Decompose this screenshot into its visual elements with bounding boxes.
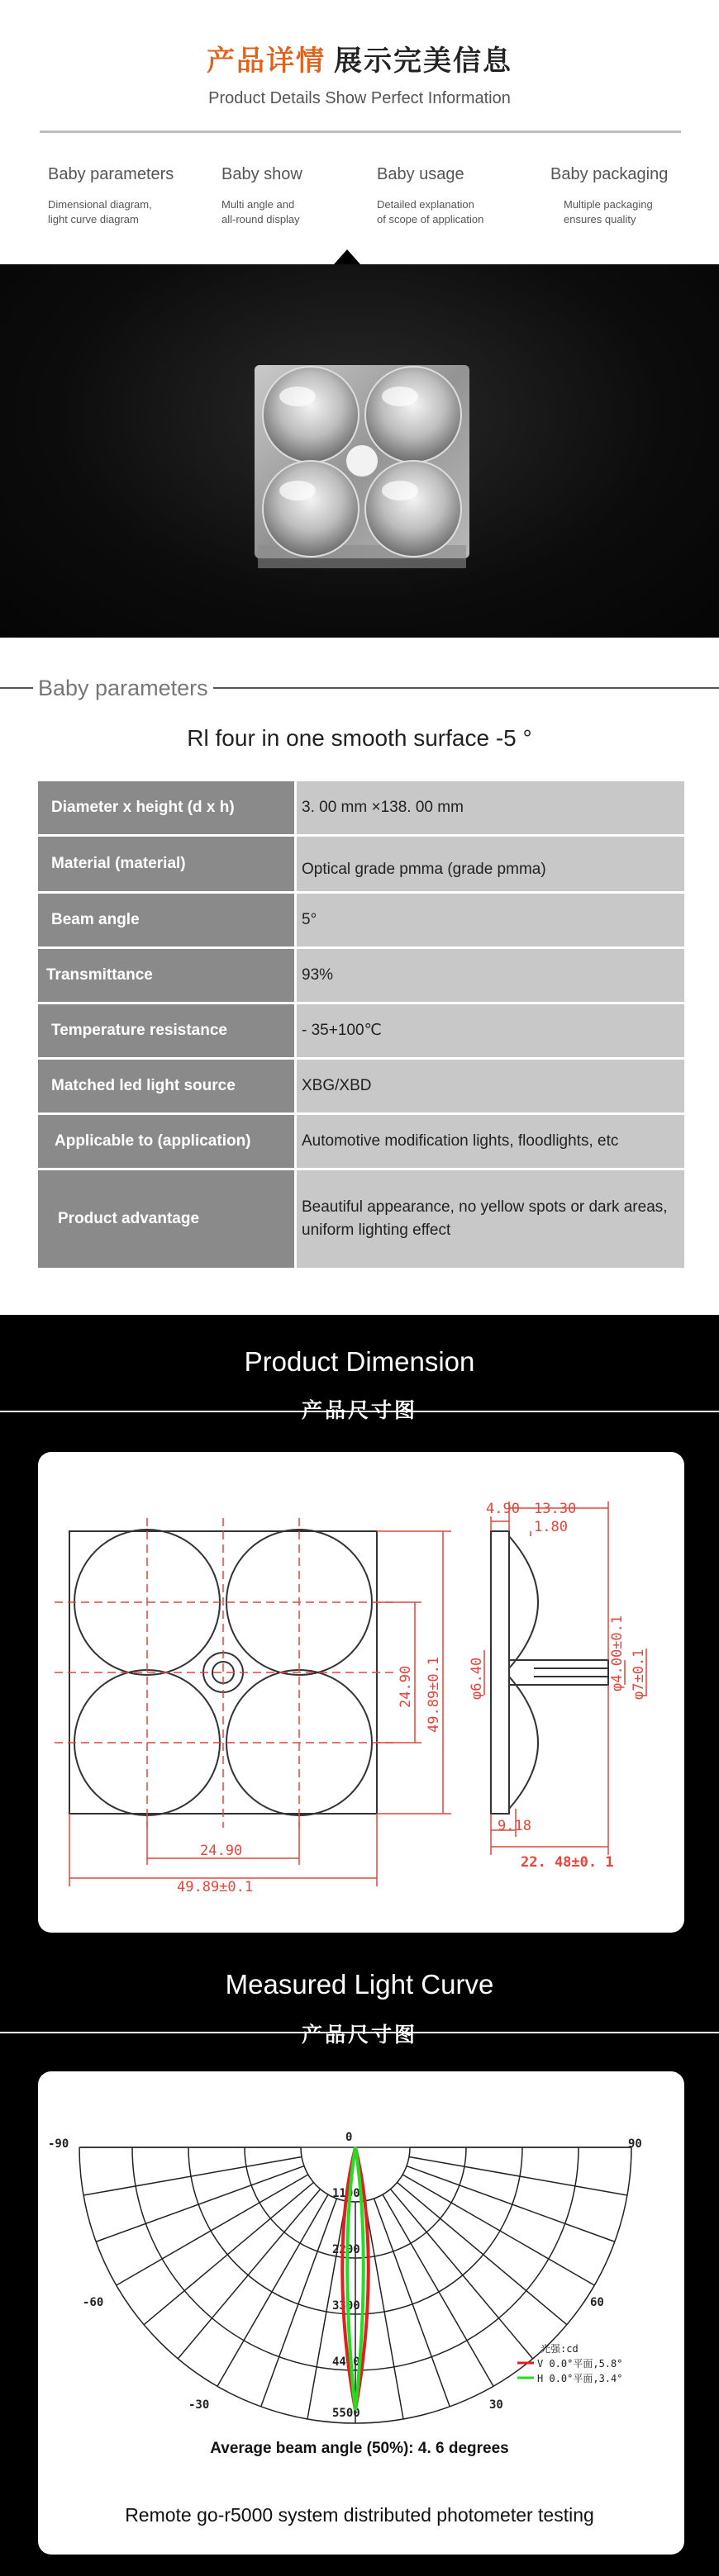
nav-desc-line: Multiple packaging xyxy=(564,198,653,211)
curve-title: Measured Light Curve xyxy=(225,1969,494,2000)
light-curve-chart xyxy=(38,2071,684,2555)
param-value: Optical grade pmma (grade pmma) xyxy=(297,837,684,891)
param-value: 5° xyxy=(297,894,684,946)
angle-label-center: 0 xyxy=(345,2131,353,2144)
dim-side-bottom: 9.18 xyxy=(498,1818,531,1834)
nav-item-parameters[interactable] xyxy=(48,165,213,227)
dim-side-d1: φ6.40 xyxy=(469,1657,485,1700)
nav-item-show[interactable] xyxy=(221,165,387,227)
table-row xyxy=(38,1060,684,1112)
table-row xyxy=(38,837,684,891)
radial-label: 4400 xyxy=(332,2355,360,2369)
table-row xyxy=(38,1004,684,1057)
param-heading: Rl four in one smooth surface -5 ° xyxy=(187,725,532,751)
param-value: Automotive modification lights, floodlights, etc xyxy=(297,1115,684,1168)
dim-front-outer: 49.89±0.1 xyxy=(177,1879,254,1895)
radial-label: 5500 xyxy=(332,2407,360,2420)
angle-label-left-mid: -60 xyxy=(83,2296,104,2309)
product-hero-image xyxy=(0,264,719,638)
polar-spoke xyxy=(374,2199,450,2407)
param-key: Transmittance xyxy=(38,949,294,1002)
param-value: 93% xyxy=(297,949,684,1002)
radial-label: 1100 xyxy=(332,2187,360,2200)
param-value: Beautiful appearance, no yellow spots or dark areas, uniform lighting effect xyxy=(297,1170,684,1268)
param-section-label: Baby parameters xyxy=(33,676,213,701)
param-table xyxy=(38,781,684,1270)
param-key: Material (material) xyxy=(38,837,294,891)
dim-side-d3: φ7±0.1 xyxy=(631,1649,647,1700)
page-subtitle: Product Details Show Perfect Information xyxy=(208,89,511,107)
nav-desc xyxy=(48,197,213,227)
param-value: XBG/XBD xyxy=(297,1060,684,1112)
title-cn-dark: 展示完美信息 xyxy=(334,45,512,78)
polar-spoke xyxy=(217,2194,328,2386)
param-key: Product advantage xyxy=(38,1170,294,1268)
param-key: Matched led light source xyxy=(38,1060,294,1112)
param-key: Applicable to (application) xyxy=(38,1115,294,1168)
polar-spoke xyxy=(83,2156,302,2195)
polar-spoke xyxy=(178,2189,320,2359)
radial-label: 2200 xyxy=(332,2243,360,2256)
polar-spoke xyxy=(383,2194,493,2386)
nav-desc-line: Dimensional diagram, xyxy=(48,198,152,211)
nav-title: Baby packaging xyxy=(550,165,669,183)
polar-spoke xyxy=(261,2199,337,2407)
dim-side-v2: 49.89±0.1 xyxy=(426,1656,442,1733)
nav-title: Baby parameters xyxy=(48,165,174,183)
legend-h: H 0.0°平面,3.4° xyxy=(537,2373,623,2384)
nav-desc-line: ensures quality xyxy=(564,213,636,225)
dimension-subtitle: 产品尺寸图 xyxy=(301,1398,417,1422)
title-cn-orange: 产品详情 xyxy=(207,45,326,78)
dim-front-inner: 24.90 xyxy=(200,1843,243,1859)
param-key: Beam angle xyxy=(38,894,294,946)
polar-spoke xyxy=(402,2175,594,2285)
legend-v: V 0.0°平面,5.8° xyxy=(537,2358,623,2370)
param-key: Diameter x height (d x h) xyxy=(38,781,294,834)
dim-side-top-c: 1.80 xyxy=(534,1519,568,1535)
nav-desc xyxy=(377,197,542,227)
table-row xyxy=(38,781,684,834)
beam-angle-note: Average beam angle (50%): 4. 6 degrees xyxy=(210,2440,509,2457)
polar-spoke xyxy=(364,2201,403,2419)
nav-desc xyxy=(221,197,387,227)
param-value: - 35+100℃ xyxy=(297,1004,684,1057)
dimension-drawing xyxy=(38,1452,684,1933)
table-row xyxy=(38,1115,684,1168)
nav-pointer-icon xyxy=(334,249,360,264)
nav-desc-line: of scope of application xyxy=(377,213,484,225)
photometer-test-note: Remote go-r5000 system distributed photometer testing xyxy=(125,2504,594,2526)
polar-spoke xyxy=(398,2182,567,2324)
curve-subtitle: 产品尺寸图 xyxy=(301,2023,417,2047)
legend-title: 光强:cd xyxy=(540,2343,579,2355)
nav-item-packaging[interactable] xyxy=(550,165,716,227)
light-curve-card xyxy=(38,2071,684,2555)
page-header xyxy=(0,0,719,132)
polar-spoke xyxy=(407,2166,615,2242)
table-row xyxy=(38,1170,684,1268)
dimension-title: Product Dimension xyxy=(244,1346,475,1377)
param-key: Temperature resistance xyxy=(38,1004,294,1057)
nav-desc-line: Detailed explanation xyxy=(377,198,474,211)
nav-desc-line: Multi angle and xyxy=(221,198,295,211)
nav-desc xyxy=(564,197,716,227)
angle-label-right-low: 30 xyxy=(489,2398,503,2412)
polar-spoke xyxy=(390,2189,532,2359)
dim-side-v1: 24.90 xyxy=(398,1665,414,1708)
polar-spoke xyxy=(117,2175,308,2285)
radial-label: 3300 xyxy=(332,2299,360,2313)
angle-label-right-top: 90 xyxy=(628,2137,642,2151)
lens-product-illustration xyxy=(0,264,719,638)
header-divider xyxy=(40,130,681,133)
dim-side-top-a: 4.90 xyxy=(486,1501,520,1517)
nav-item-usage[interactable] xyxy=(377,165,542,227)
nav-title: Baby usage xyxy=(377,165,464,183)
table-row xyxy=(38,894,684,946)
nav-desc-line: all-round display xyxy=(221,213,300,225)
param-value: 3. 00 mm ×138. 00 mm xyxy=(297,781,684,834)
section-nav xyxy=(0,165,719,256)
dim-side-total: 22. 48±0. 1 xyxy=(521,1854,614,1871)
angle-label-left-top: -90 xyxy=(48,2137,69,2151)
angle-label-left-low: -30 xyxy=(188,2398,210,2412)
nav-title: Baby show xyxy=(221,165,302,183)
polar-spoke xyxy=(144,2182,313,2324)
polar-spoke xyxy=(96,2166,304,2242)
nav-desc-line: light curve diagram xyxy=(48,213,139,225)
page-title xyxy=(0,38,719,78)
table-row xyxy=(38,949,684,1002)
dim-side-d2: φ4.00±0.1 xyxy=(609,1615,626,1691)
dimension-drawing-card xyxy=(38,1452,684,1933)
dim-side-top-b: 13.30 xyxy=(534,1501,577,1517)
angle-label-right-mid: 60 xyxy=(590,2296,604,2309)
polar-spoke xyxy=(409,2156,627,2195)
